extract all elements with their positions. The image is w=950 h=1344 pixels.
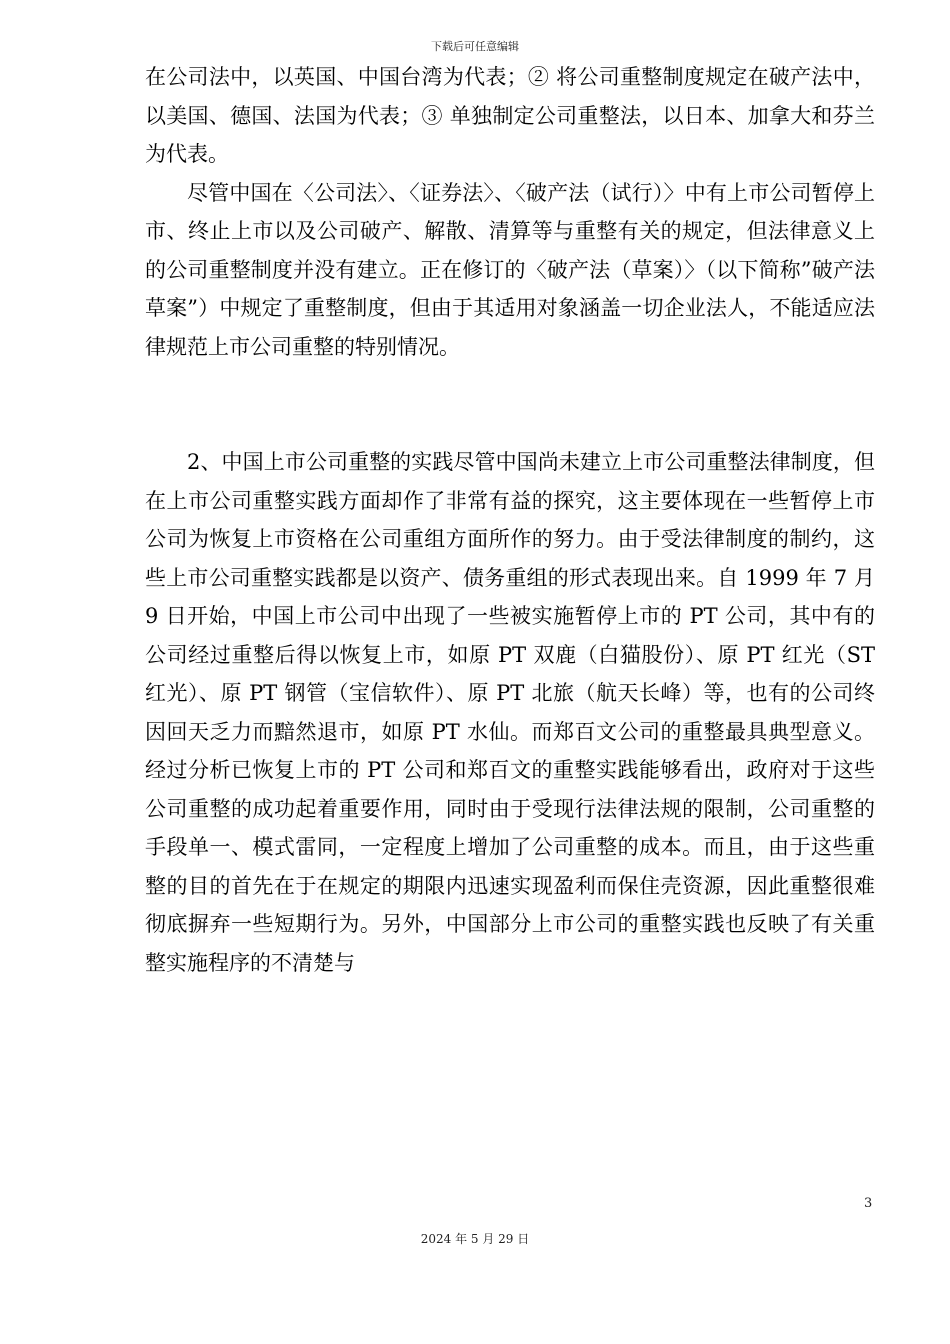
document-body	[145, 58, 875, 982]
paragraph-section-2: 2、中国上市公司重整的实践尽管中国尚未建立上市公司重整法律制度，但在上市公司重整实践方面却作了非常有益的探究，这主要体现在一些暂停上市公司为恢复上市资格在公司重组方面所作的努力。由于受法律制度的制约，这些上市公司重整实践都是以资产、债务重组的形式表现出来。自 1999 年 7 月 9 日开始，中国上市公司中出现了一些被实施暂停上市的 PT 公司，其中有的公司经过重整后得以恢复上市，如原 PT 双鹿（白猫股份）、原 PT 红光（ST 红光）、原 PT 钢管（宝信软件）、原 PT 北旅（航天长峰）等，也有的公司终因回天乏力而黯然退市，如原 PT 水仙。而郑百文公司的重整最具典型意义。经过分析已恢复上市的 PT 公司和郑百文的重整实践能够看出，政府对于这些公司重整的成功起着重要作用，同时由于受现行法律法规的限制，公司重整的手段单一、模式雷同，一定程度上增加了公司重整的成本。而且，由于这些重整的目的首先在于在规定的期限内迅速实现盈利而保住壳资源，因此重整很难彻底摒弃一些短期行为。另外，中国部分上市公司的重整实践也反映了有关重整实施程序的不清楚与	[145, 450, 875, 975]
paragraph-chinese-law-status: 尽管中国在〈公司法〉、〈证券法〉、〈破产法（试行）〉中有上市公司暂停上市、终止上市以及公司破产、解散、清算等与重整有关的规定，但法律意义上的公司重整制度并没有建立。正在修订的〈破产法（草案）〉（以下简称”破产法草案”）中规定了重整制度，但由于其适用对象涵盖一切企业法人，不能适应法律规范上市公司重整的特别情况。	[145, 180, 875, 359]
page-header: 下载后可任意编辑	[431, 40, 519, 53]
page-number: 3	[864, 1196, 873, 1211]
paragraph-continuation: 在公司法中，以英国、中国台湾为代表；② 将公司重整制度规定在破产法中，以美国、德国、法国为代表；③ 单独制定公司重整法，以日本、加拿大和芬兰为代表。	[145, 65, 875, 166]
page-footer-date: 2024 年 5 月 29 日	[420, 1232, 530, 1246]
paragraph-spacer	[145, 366, 875, 443]
